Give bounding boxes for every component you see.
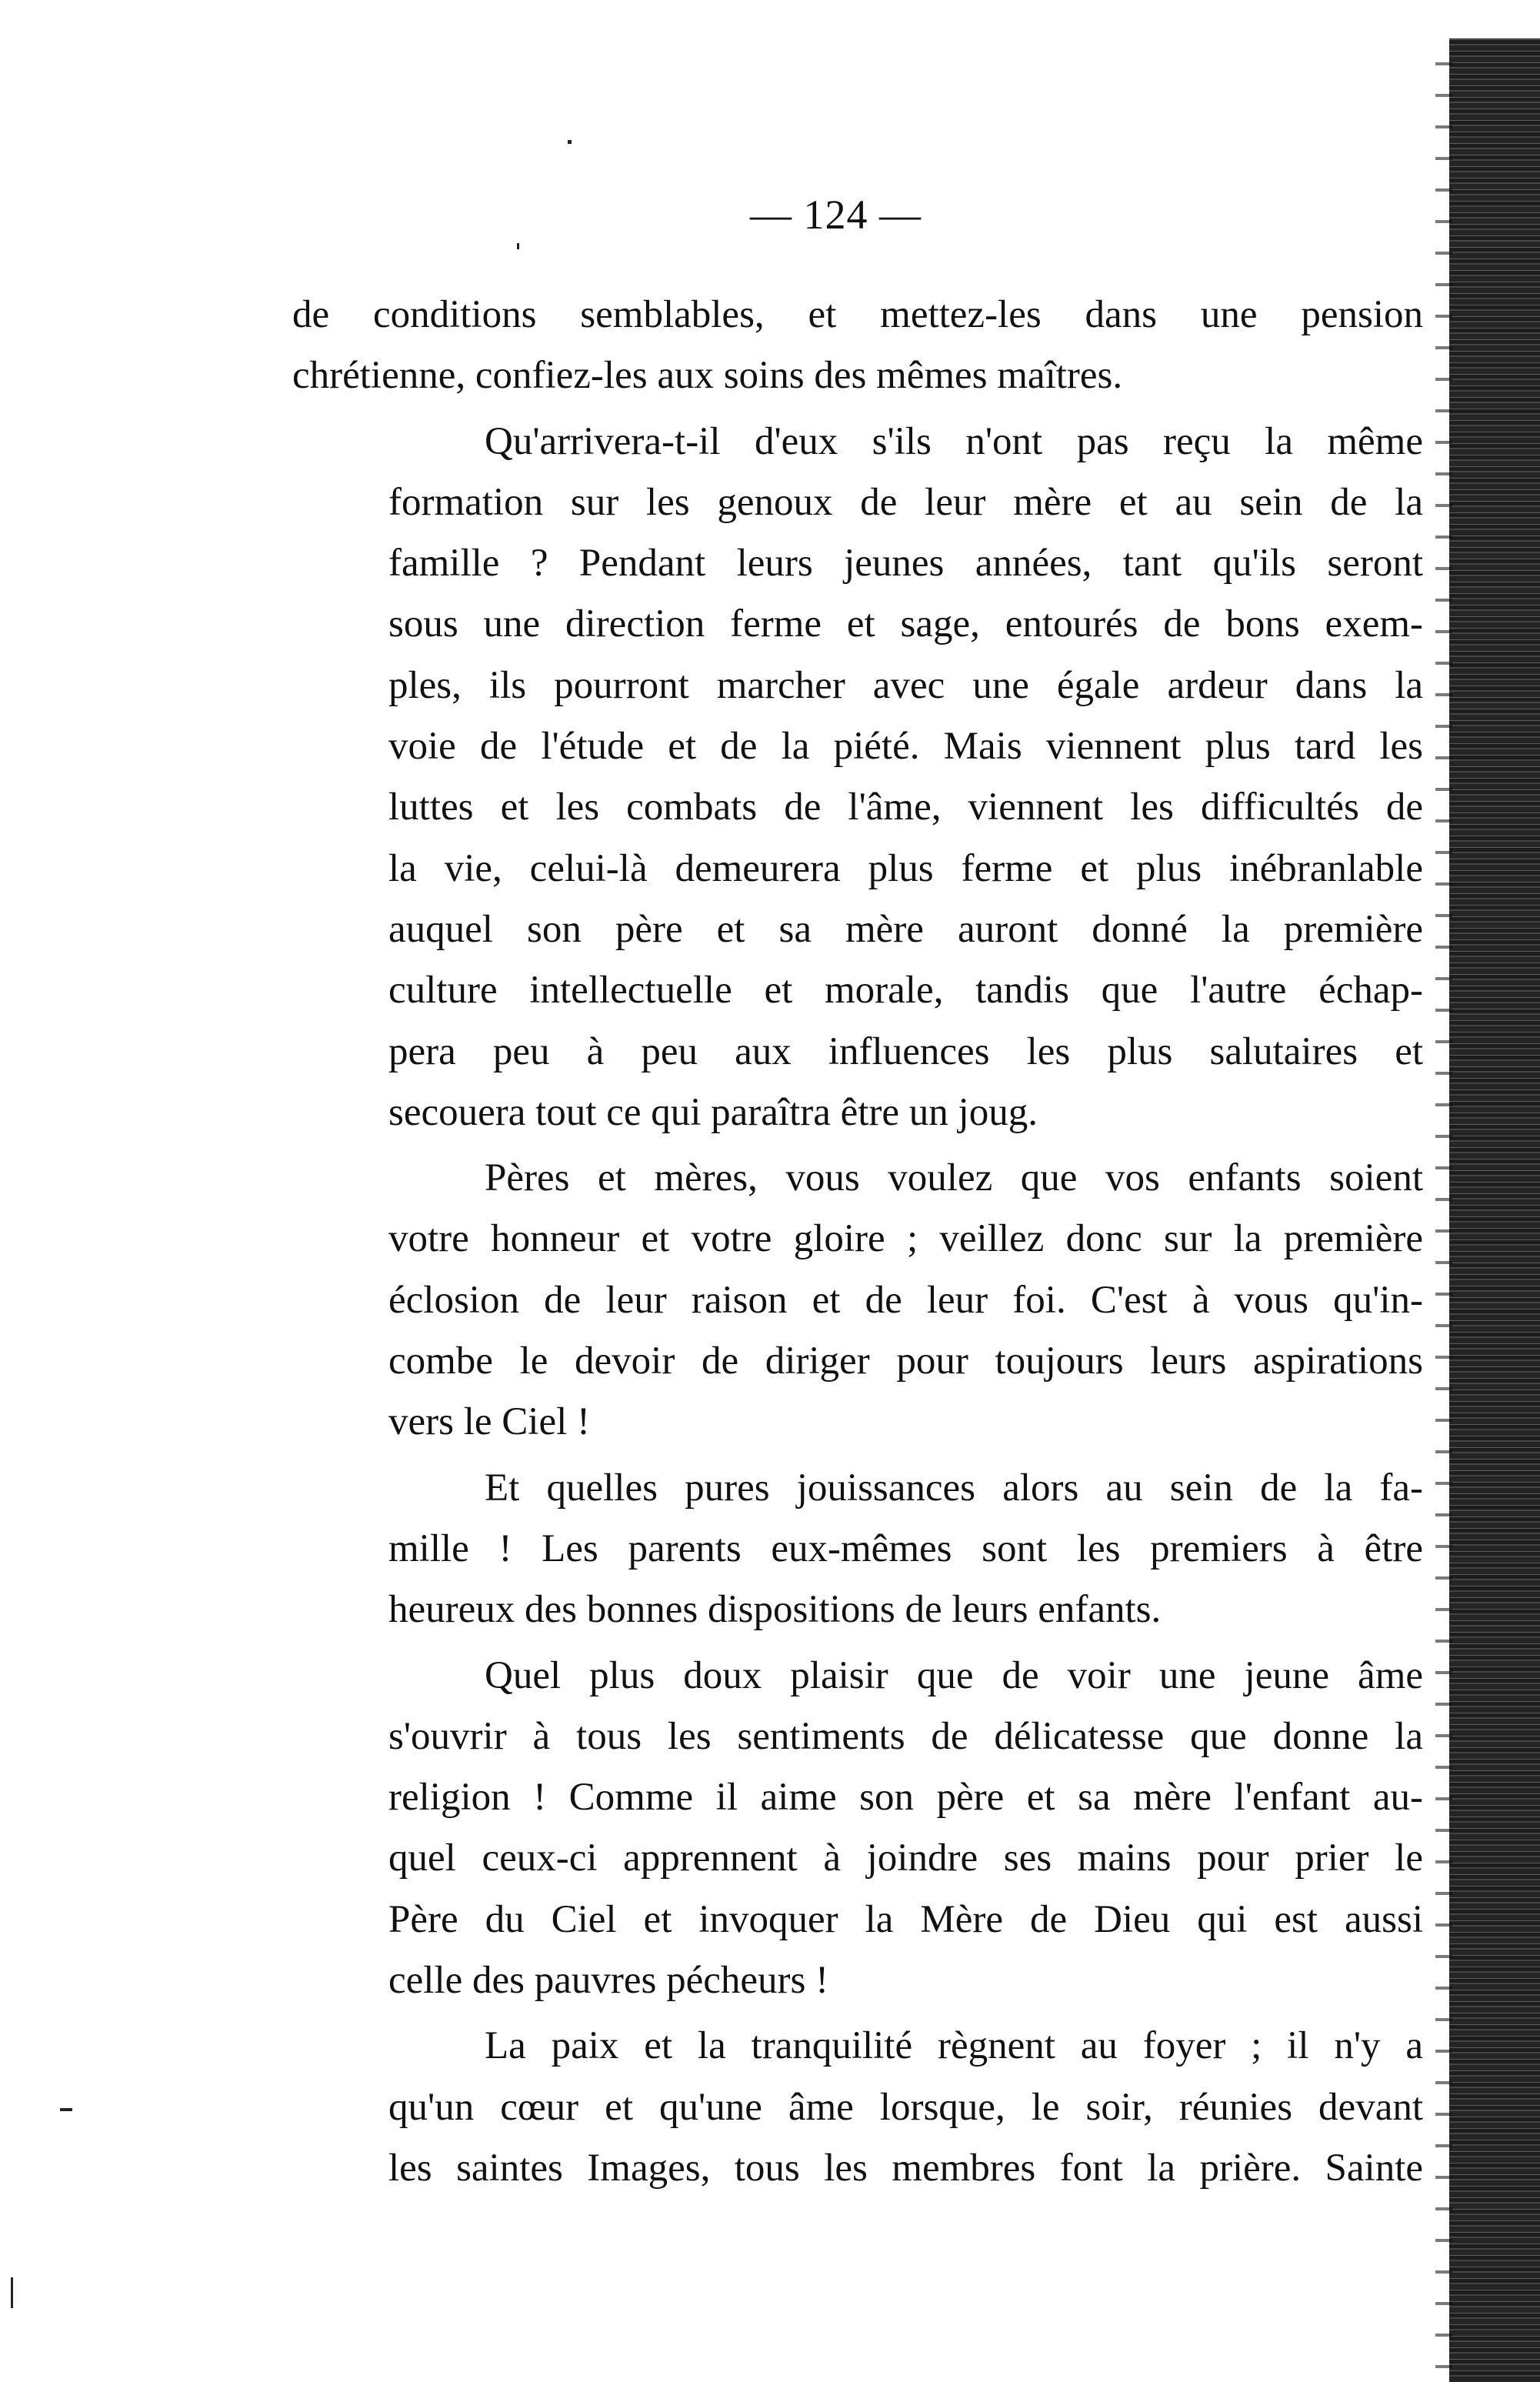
text-line: chrétienne, confiez-les aux soins des mêmes maîtres. (292, 354, 1123, 398)
text-line: La paix et la tranquilité règnent au foyer ; il n'y a (485, 2024, 1423, 2068)
scan-speck (11, 2277, 13, 2308)
text-line: Qu'arrivera-t-il d'eux s'ils n'ont pas reçu la même (485, 419, 1423, 463)
paragraph (292, 1458, 1423, 1641)
text-line: les saintes Images, tous les membres font la prière. Sainte (388, 2146, 1423, 2190)
text-line: celle des pauvres pécheurs ! (388, 1959, 829, 2003)
text-line: pera peu à peu aux influences les plus salutaires et (388, 1029, 1423, 1073)
text-line: formation sur les genoux de leur mère et au sein de la (388, 480, 1423, 524)
book-binding-edge (1449, 38, 1540, 2382)
text-line: Quel plus doux plaisir que de voir une jeune âme (485, 1653, 1423, 1697)
scan-speck (60, 2108, 72, 2111)
text-line: auquel son père et sa mère auront donné la première (388, 907, 1423, 951)
paragraph (292, 2016, 1423, 2199)
text-line: la vie, celui-là demeurera plus ferme et plus inébranlable (388, 846, 1423, 890)
text-line: qu'un cœur et qu'une âme lorsque, le soir, réunies devant (388, 2085, 1423, 2129)
text-line: luttes et les combats de l'âme, viennent les difficultés de (388, 786, 1423, 829)
text-line: secouera tout ce qui paraîtra être un joug. (388, 1090, 1038, 1134)
text-line: éclosion de leur raison et de leur foi. C'est à vous qu'in- (388, 1278, 1423, 1322)
text-line: ples, ils pourront marcher avec une égale ardeur dans la (388, 663, 1423, 707)
page-number: — 124 — (750, 192, 922, 238)
text-line: quel ceux-ci apprennent à joindre ses mains pour prier le (388, 1837, 1423, 1880)
text-line: mille ! Les parents eux-mêmes sont les premiers à être (388, 1526, 1423, 1570)
body-text (292, 285, 1423, 2199)
text-line: de conditions semblables, et mettez-les dans une pension (292, 293, 1423, 336)
text-line: Père du Ciel et invoquer la Mère de Dieu qui est aussi (388, 1897, 1423, 1941)
paragraph (292, 285, 1423, 407)
text-line: vers le Ciel ! (388, 1400, 590, 1444)
scan-speck (568, 140, 572, 144)
text-line: combe le devoir de diriger pour toujours leurs aspirations (388, 1339, 1423, 1383)
paragraph (292, 1646, 1423, 2012)
text-line: heureux des bonnes dispositions de leurs enfants. (388, 1588, 1162, 1632)
text-line: sous une direction ferme et sage, entourés de bons exem- (388, 602, 1423, 646)
scan-speck (517, 243, 519, 249)
text-line: votre honneur et votre gloire ; veillez donc sur la première (388, 1217, 1423, 1261)
text-line: s'ouvrir à tous les sentiments de délicatesse que donne la (388, 1714, 1423, 1758)
paragraph (292, 412, 1423, 1144)
paragraph (292, 1148, 1423, 1453)
text-line: Pères et mères, vous voulez que vos enfants soient (485, 1156, 1423, 1200)
text-line: religion ! Comme il aime son père et sa mère l'enfant au- (388, 1776, 1423, 1820)
text-line: voie de l'étude et de la piété. Mais viennent plus tard les (388, 725, 1423, 769)
text-line: famille ? Pendant leurs jeunes années, tant qu'ils seront (388, 542, 1423, 585)
text-line: Et quelles pures jouissances alors au sein de la fa- (485, 1466, 1423, 1510)
text-line: culture intellectuelle et morale, tandis que l'autre échap- (388, 969, 1423, 1013)
